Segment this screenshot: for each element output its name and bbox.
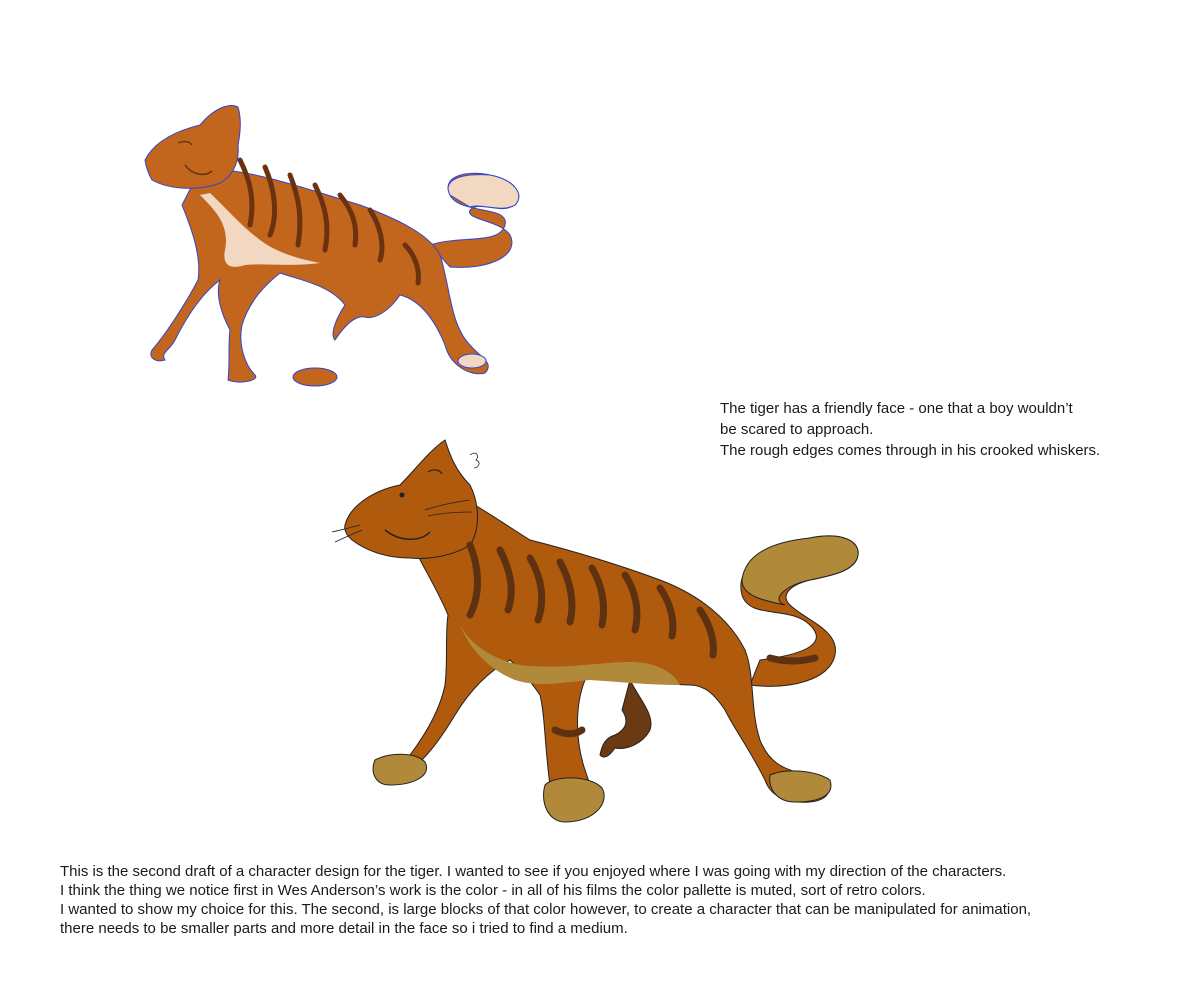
design-caption [60,862,1190,938]
tiger-final-drawing [330,430,870,830]
note-line: The rough edges comes through in his crooked whiskers. [720,442,1101,459]
caption-line: I think the thing we notice first in Wes Anderson’s work is the color - in all of his films the color pallette is muted, sort of retro colors. [60,882,926,899]
note-line: be scared to approach. [720,421,874,438]
tiger-sketch-drawing [130,95,540,395]
design-notes [720,398,1190,461]
caption-line: This is the second draft of a character design for the tiger. I wanted to see if you enjoyed where I was going with my direction of the characters. [60,863,1007,880]
caption-line: I wanted to show my choice for this. The second, is large blocks of that color however, to create a character that can be manipulated for animation, [60,901,1032,918]
caption-line: there needs to be smaller parts and more detail in the face so i tried to find a medium. [60,920,628,937]
note-line: The tiger has a friendly face - one that a boy wouldn’t [720,400,1073,417]
